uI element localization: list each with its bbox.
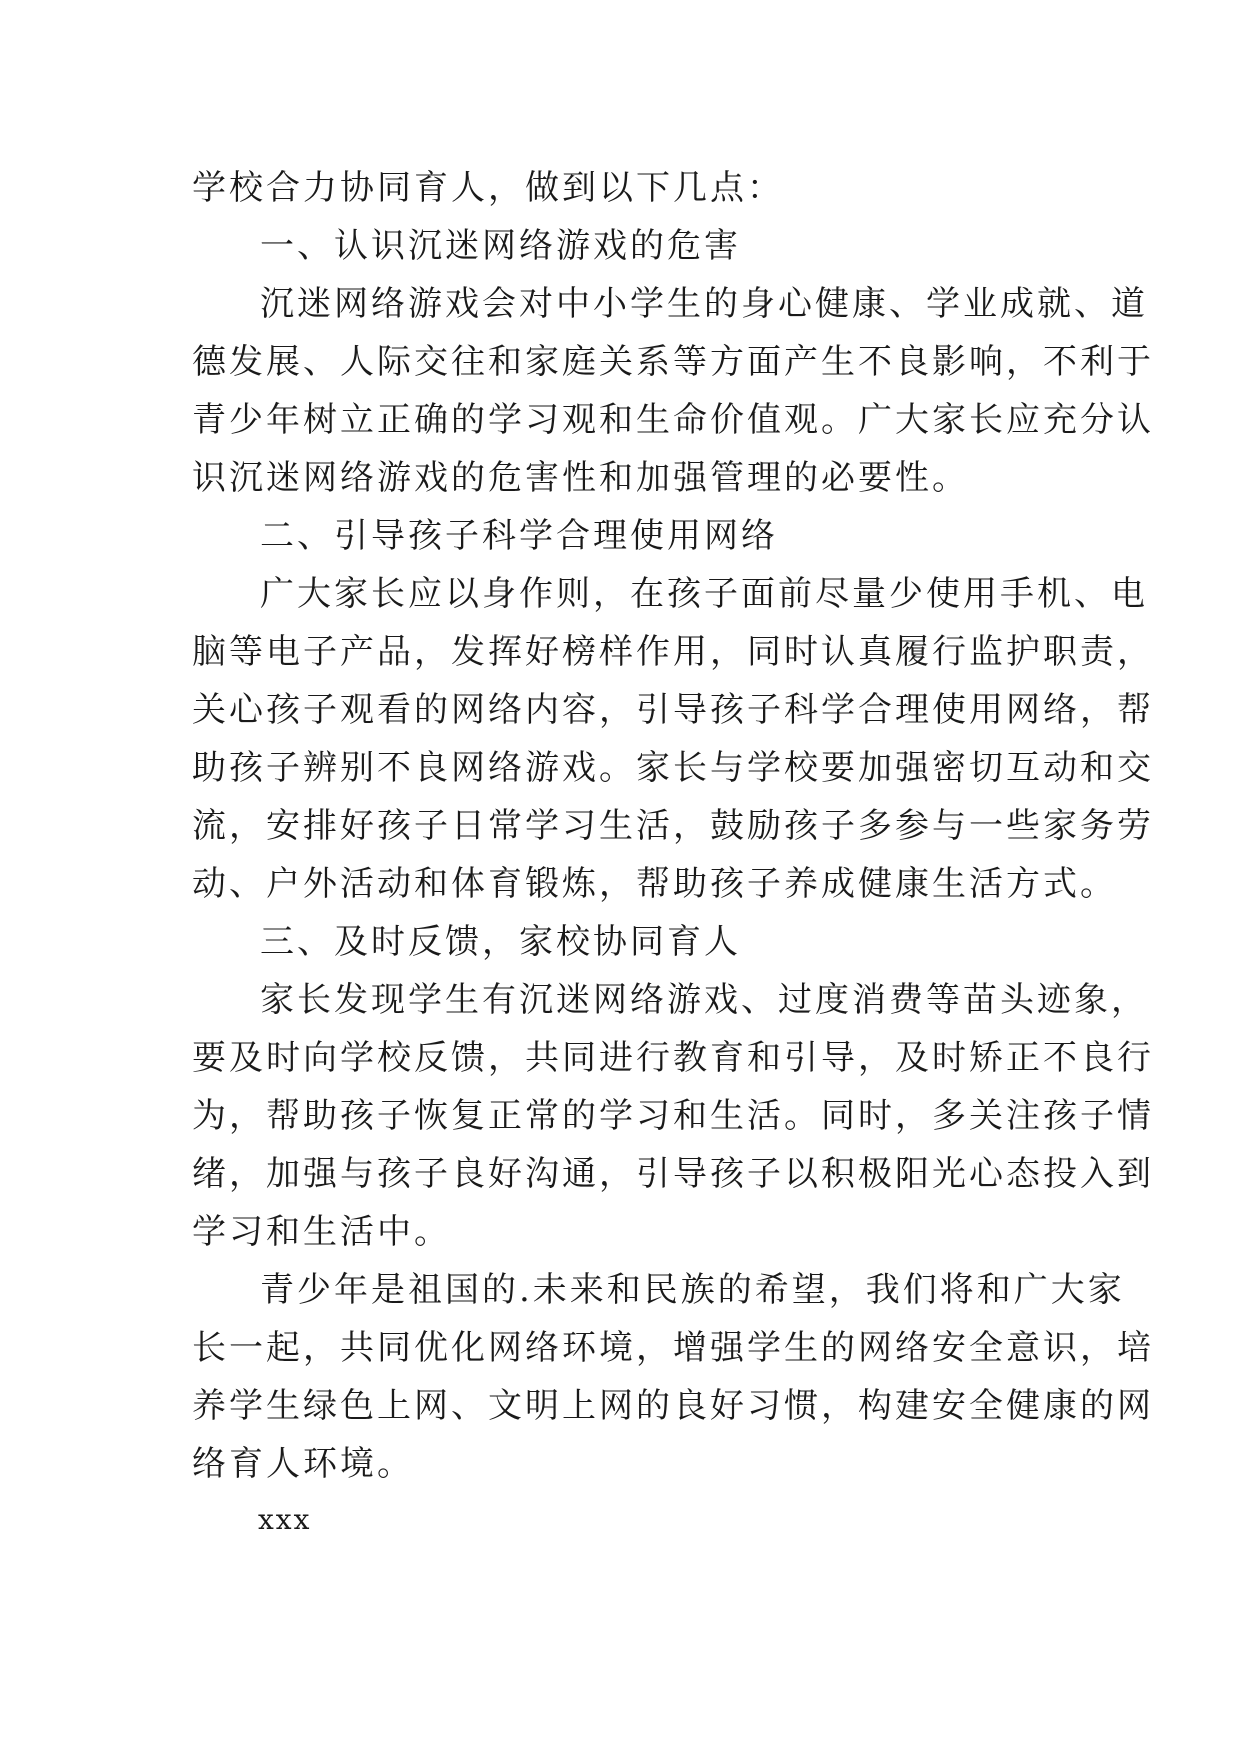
body-line: 养学生绿色上网、文明上网的良好习惯，构建安全健康的网 <box>192 1386 1154 1426</box>
body-line: 沉迷网络游戏会对中小学生的身心健康、学业成就、道 <box>260 284 1148 324</box>
body-line: 为，帮助孩子恢复正常的学习和生活。同时，多关注孩子情 <box>192 1096 1154 1136</box>
body-line: 动、户外活动和体育锻炼，帮助孩子养成健康生活方式。 <box>192 864 1117 904</box>
body-line: 学校合力协同育人，做到以下几点： <box>192 168 784 208</box>
body-line: 助孩子辨别不良网络游戏。家长与学校要加强密切互动和交 <box>192 748 1154 788</box>
document-body <box>192 159 1154 1493</box>
body-line: 关心孩子观看的网络内容，引导孩子科学合理使用网络，帮 <box>192 690 1154 730</box>
section-heading-2: 二、引导孩子科学合理使用网络 <box>260 516 778 556</box>
signature: xxx <box>258 1503 312 1536</box>
body-line: 学习和生活中。 <box>192 1212 451 1252</box>
body-line: 流，安排好孩子日常学习生活，鼓励孩子多参与一些家务劳 <box>192 806 1154 846</box>
body-line: 德发展、人际交往和家庭关系等方面产生不良影响，不利于 <box>192 342 1154 382</box>
body-line: 广大家长应以身作则，在孩子面前尽量少使用手机、电 <box>260 574 1148 614</box>
body-line: 长一起，共同优化网络环境，增强学生的网络安全意识，培 <box>192 1328 1154 1368</box>
body-line: 家长发现学生有沉迷网络游戏、过度消费等苗头迹象， <box>260 980 1148 1020</box>
body-line: 青少年树立正确的学习观和生命价值观。广大家长应充分认 <box>192 400 1154 440</box>
body-line: 络育人环境。 <box>192 1444 414 1484</box>
body-line: 绪，加强与孩子良好沟通，引导孩子以积极阳光心态投入到 <box>192 1154 1154 1194</box>
section-heading-3: 三、及时反馈，家校协同育人 <box>260 922 741 962</box>
body-line: 识沉迷网络游戏的危害性和加强管理的必要性。 <box>192 458 969 498</box>
body-line: 要及时向学校反馈，共同进行教育和引导，及时矫正不良行 <box>192 1038 1154 1078</box>
body-line: 脑等电子产品，发挥好榜样作用，同时认真履行监护职责， <box>192 632 1154 672</box>
body-line: 青少年是祖国的.未来和民族的希望，我们将和广大家 <box>260 1270 1125 1310</box>
section-heading-1: 一、认识沉迷网络游戏的危害 <box>260 226 741 266</box>
